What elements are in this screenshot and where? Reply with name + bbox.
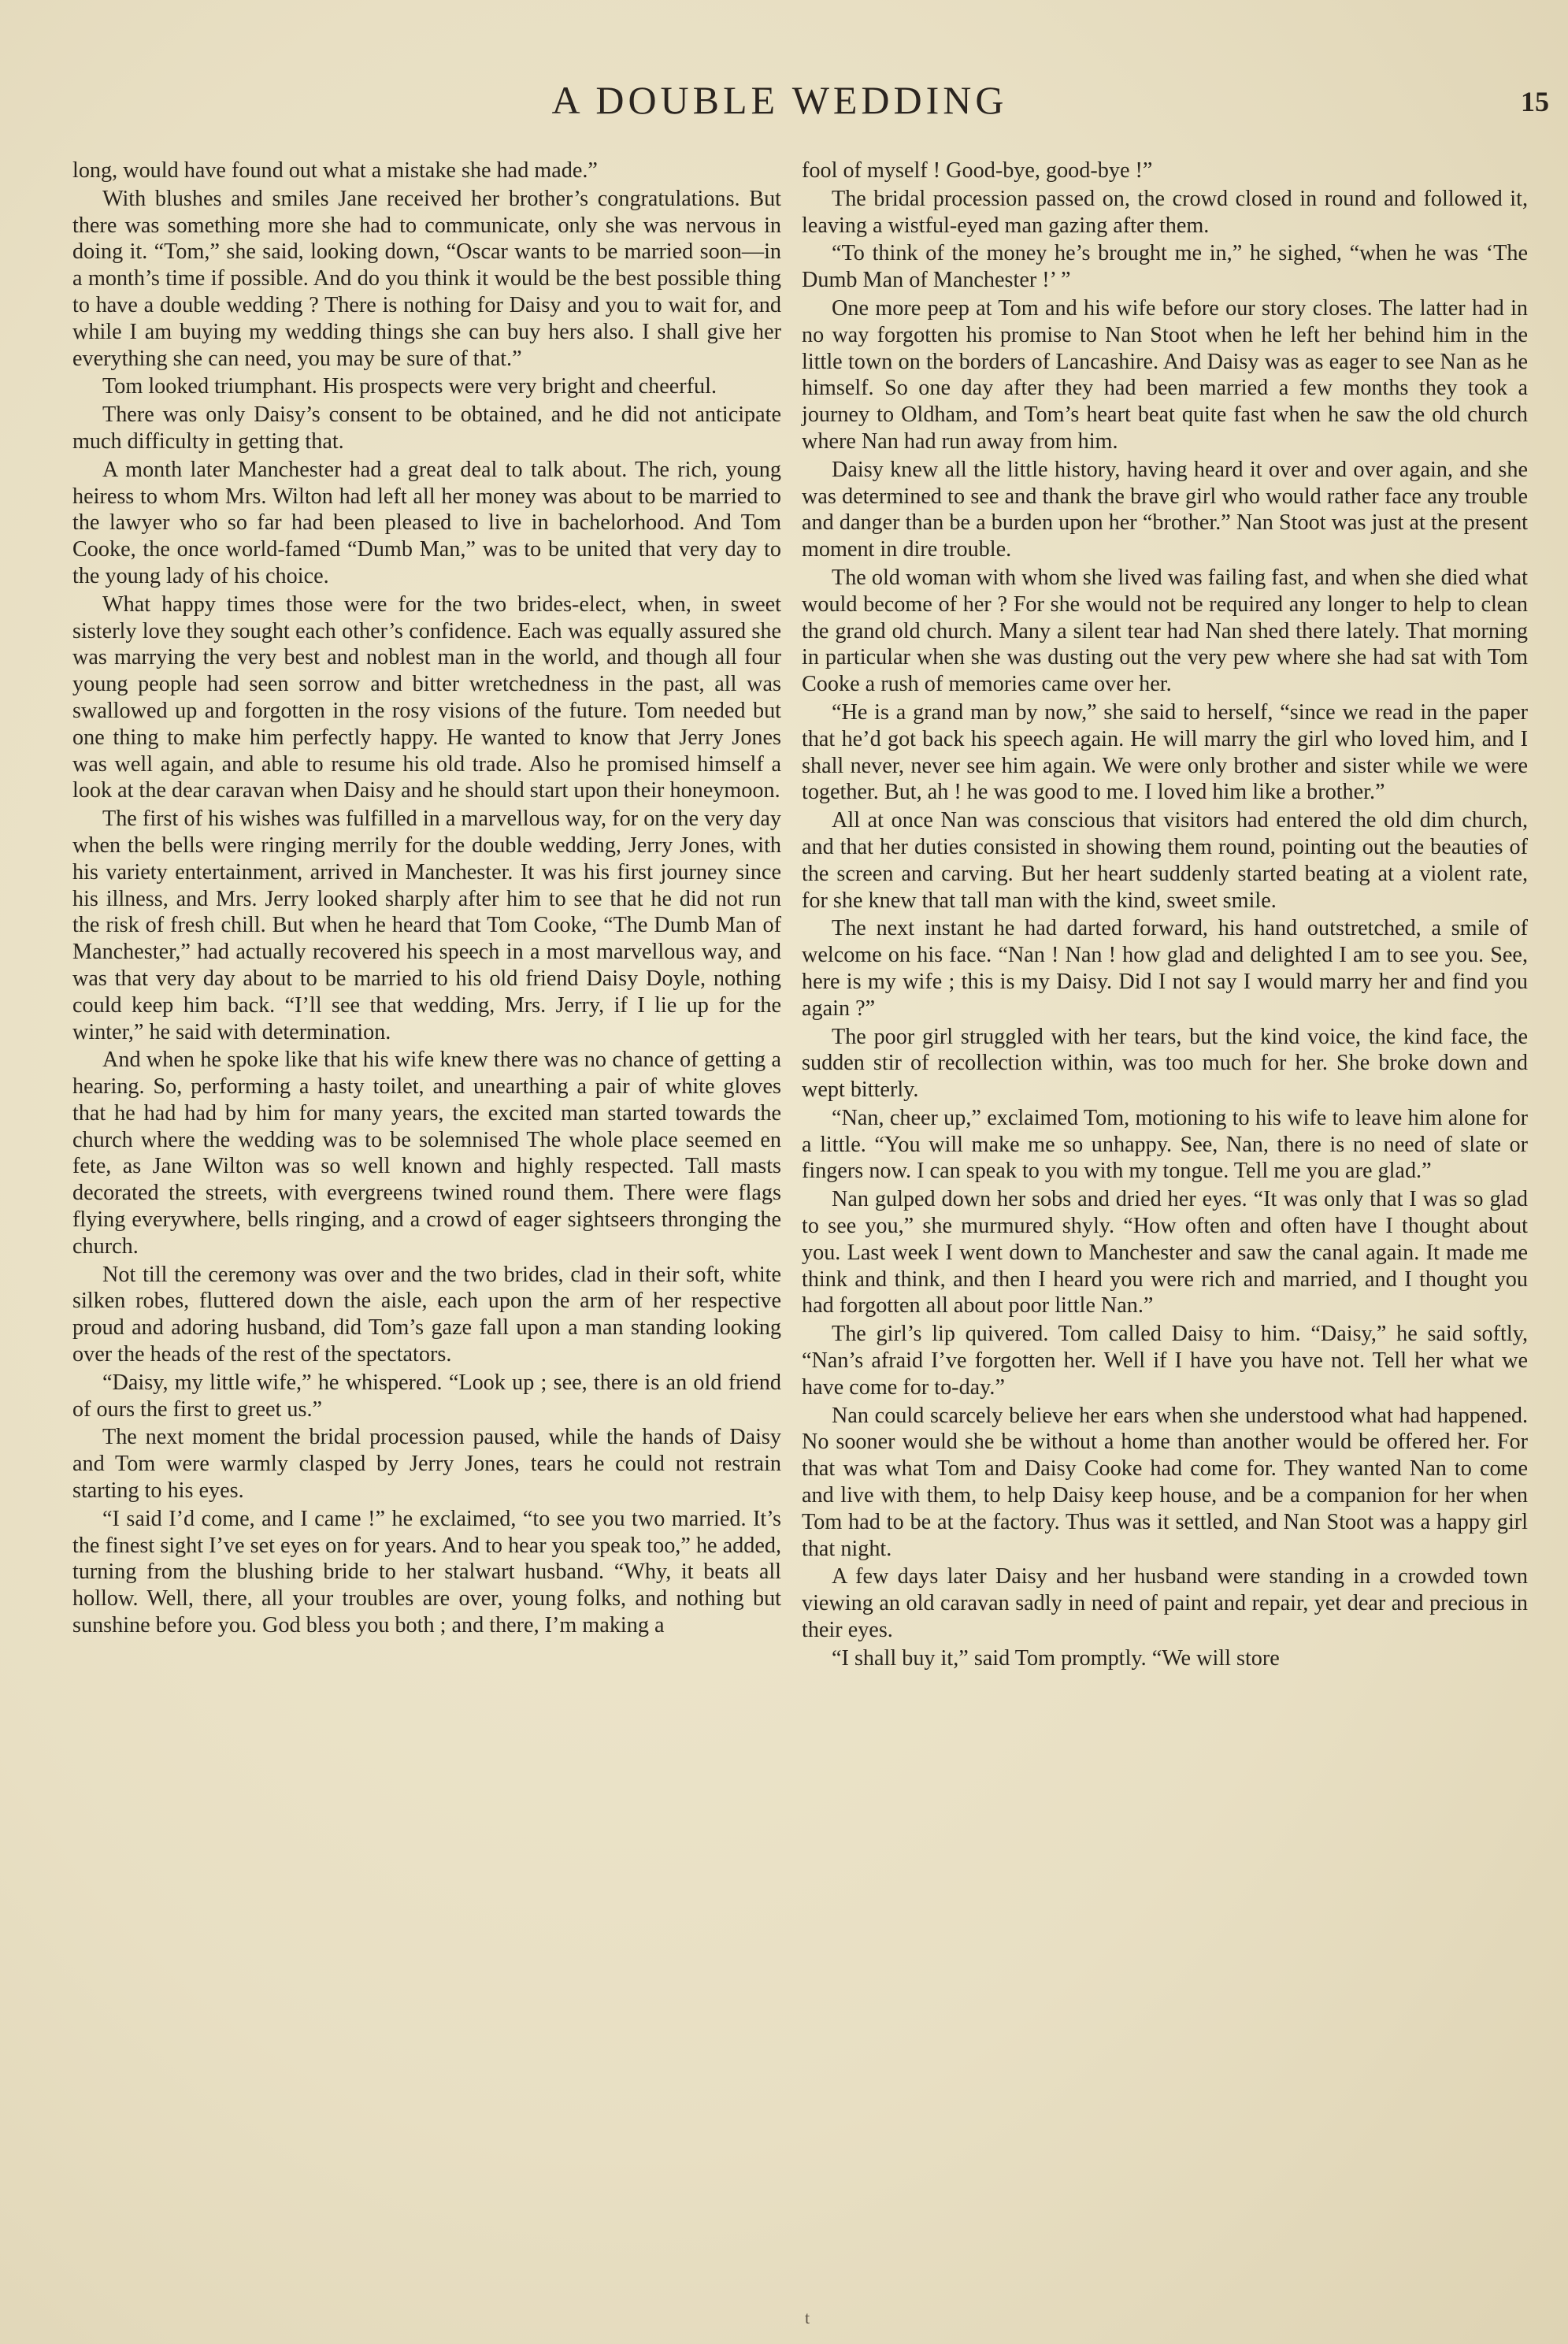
page-number: 15 xyxy=(1521,86,1549,117)
paragraph: One more peep at Tom and his wife before our story closes. The latter had in no way forgotten his promise to Nan Stoot when he left her behind him in the little town on the borders of Lancashire. And Daisy was as eager to see Nan as he himself. So one day after they had been married a few months they took a journey to Oldham, and Tom’s heart beat quite fast when he saw the old church where Nan had run away from him. xyxy=(802,295,1528,454)
running-header xyxy=(0,77,1568,132)
paragraph: The next moment the bridal procession paused, while the hands of Daisy and Tom were warmly clasped by Jerry Jones, tears he could not restrain starting to his eyes. xyxy=(72,1425,781,1504)
paragraph: The old woman with whom she lived was failing fast, and when she died what would become of her ? For she would not be required any longer to help to clean the grand old church. Many a silent tear had Nan shed there lately. That morning in particular when she was dusting out the very pew where she had sat with Tom Cooke a rush of memories came over her. xyxy=(802,565,1528,697)
paragraph: The bridal procession passed on, the crowd closed in round and followed it, leaving a wistful-eyed man gazing after them. xyxy=(802,186,1528,238)
paragraph: “Nan, cheer up,” exclaimed Tom, motioning to his wife to leave him alone for a little. “You will make me so unhappy. See, Nan, there is no need of slate or fingers now. I can speak to you with my tongue. Tell me you are glad.” xyxy=(802,1105,1528,1184)
paragraph: A month later Manchester had a great deal to talk about. The rich, young heiress to whom Mrs. Wilton had left all her money was about to be married to the lawyer who so far had been pleased to live in bachelorhood. And Tom Cooke, the once world-famed “Dumb Man,” was to be united that very day to the young lady of his choice. xyxy=(72,457,781,588)
paragraph: long, would have found out what a mistake she had made.” xyxy=(72,158,598,183)
paragraph: The first of his wishes was fulfilled in a marvellous way, for on the very day when the bells were ringing merrily for the double wedding, Jerry Jones, with his variety entertainment, arrived in Manchester. It was his first journey since his illness, and Mrs. Jerry looked sharply after him to see that he did not run the risk of fresh chill. But when he heard that Tom Cooke, “The Dumb Man of Manchester,” had actually recovered his speech in a most marvellous way, and was that very day about to be married to his old friend Daisy Doyle, nothing could keep him back. “I’ll see that wedding, Mrs. Jerry, if I lie up for the winter,” he said with determination. xyxy=(72,807,781,1044)
paragraph: The girl’s lip quivered. Tom called Daisy to him. “Daisy,” he said softly, “Nan’s afraid I’ve forgotten her. Well if I have you have not. Tell her what we have come for to-day.” xyxy=(802,1322,1528,1400)
paragraph: There was only Daisy’s consent to be obtained, and he did not anticipate much difficulty in getting that. xyxy=(72,402,781,454)
paragraph: The next instant he had darted forward, his hand outstretched, a smile of welcome on his face. “Nan ! Nan ! how glad and delighted I am to see you. See, here is my wife ; this is my Daisy. Did I not say I would marry her and find you again ?” xyxy=(802,916,1528,1021)
paragraph: A few days later Daisy and her husband were standing in a crowded town viewing an old caravan sadly in need of paint and repair, yet dear and precious in their eyes. xyxy=(802,1564,1528,1643)
paragraph: Nan gulped down her sobs and dried her eyes. “It was only that I was so glad to see you,” she murmured shyly. “How often and often have I thought about you. Last week I went down to Manchester and saw the canal again. It made me think and think, and then I heard you were rich and married, and I thought you had forgotten all about poor little Nan.” xyxy=(802,1187,1528,1318)
paragraph: The poor girl struggled with her tears, but the kind voice, the kind face, the sudden stir of recollection within, was too much for her. She broke down and wept bitterly. xyxy=(802,1024,1528,1103)
paragraph: “He is a grand man by now,” she said to herself, “since we read in the paper that he’d got back his speech again. He will marry the girl who loved him, and I shall never, never see him again. We were only brother and sister while we were together. But, ah ! he was good to me. I loved him like a brother.” xyxy=(802,699,1528,805)
paragraph: And when he spoke like that his wife knew there was no chance of getting a hearing. So, performing a hasty toilet, and unearthing a pair of white gloves that he had had by him for many years, the excited man started towards the church where the wedding was to be solemnised The whole place seemed en fete, as Jane Wilton was so well known and highly respected. Tall masts decorated the streets, with evergreens twined round them. There were flags flying everywhere, bells ringing, and a crowd of eager sightseers thronging the church. xyxy=(72,1048,781,1259)
paragraph: “I said I’d come, and I came !” he exclaimed, “to see you two married. It’s the finest sight I’ve set eyes on for years. And to hear you speak too,” he added, turning from the blushing bride to her stalwart husband. “Why, it beats all hollow. Well, there, all your troubles are over, young folks, and nothing but sunshine before you. God bless you both ; and there, I’m making a xyxy=(72,1506,781,1638)
paragraph: “Daisy, my little wife,” he whispered. “Look up ; see, there is an old friend of ours the first to greet us.” xyxy=(72,1370,781,1422)
paragraph: Nan could scarcely believe her ears when she understood what had happened. No sooner would she be without a home than another would be offered her. For that was what Tom and Daisy Cooke had come for. They wanted Nan to come and live with them, to help Daisy keep house, and be a companion for her when Tom had to be at the factory. Thus was it settled, and Nan Stoot was a happy girl that night. xyxy=(802,1403,1528,1561)
paragraph: fool of myself ! Good-bye, good-bye !” xyxy=(802,158,1153,183)
paragraph: “To think of the money he’s brought me in,” he sighed, “when he was ‘The Dumb Man of Manchester !’ ” xyxy=(802,241,1528,293)
right-column xyxy=(802,158,1528,1674)
left-column xyxy=(72,158,781,1641)
page-title: A DOUBLE WEDDING xyxy=(551,78,1008,122)
paragraph: Tom looked triumphant. His prospects were very bright and cheerful. xyxy=(102,374,717,399)
continuation-mark: t xyxy=(805,2308,810,2327)
paragraph: All at once Nan was conscious that visitors had entered the old dim church, and that her duties consisted in showing them round, pointing out the beauties of the screen and carving. But her heart suddenly started beating at a violent rate, for she knew that tall man with the kind, sweet smile. xyxy=(802,808,1528,913)
paragraph: “I shall buy it,” said Tom promptly. “We will store xyxy=(832,1645,1280,1671)
paragraph: Daisy knew all the little history, having heard it over and over again, and she was determined to see and thank the brave girl who would rather face any trouble and danger than be a burden upon her “brother.” Nan Stoot was just at the present moment in dire trouble. xyxy=(802,457,1528,562)
paragraph: Not till the ceremony was over and the two brides, clad in their soft, white silken robes, fluttered down the aisle, each upon the arm of her respective proud and adoring husband, did Tom’s gaze fall upon a man standing looking over the heads of the rest of the spectators. xyxy=(72,1262,781,1367)
paragraph: With blushes and smiles Jane received her brother’s congratulations. But there was something more she had to communicate, only she was nervous in doing it. “Tom,” she said, looking down, “Oscar wants to be married soon—in a month’s time if possible. And do you think it would be the best possible thing to have a double wedding ? There is nothing for Daisy and you to wait for, and while I am buying my wedding things she can buy hers also. I shall give her everything she can need, you may be sure of that.” xyxy=(72,186,781,371)
paragraph: What happy times those were for the two brides-elect, when, in sweet sisterly love they sought each other’s confidence. Each was equally assured she was marrying the very best and noblest man in the world, and though all four young people had seen sorrow and bitter wretchedness in the past, all was swallowed up and forgotten in the rosy visions of the future. Tom needed but one thing to make him perfectly happy. He wanted to know that Jerry Jones was well again, and able to resume his old trade. Also he promised himself a look at the dear caravan when Daisy and he should start upon their honeymoon. xyxy=(72,592,781,803)
